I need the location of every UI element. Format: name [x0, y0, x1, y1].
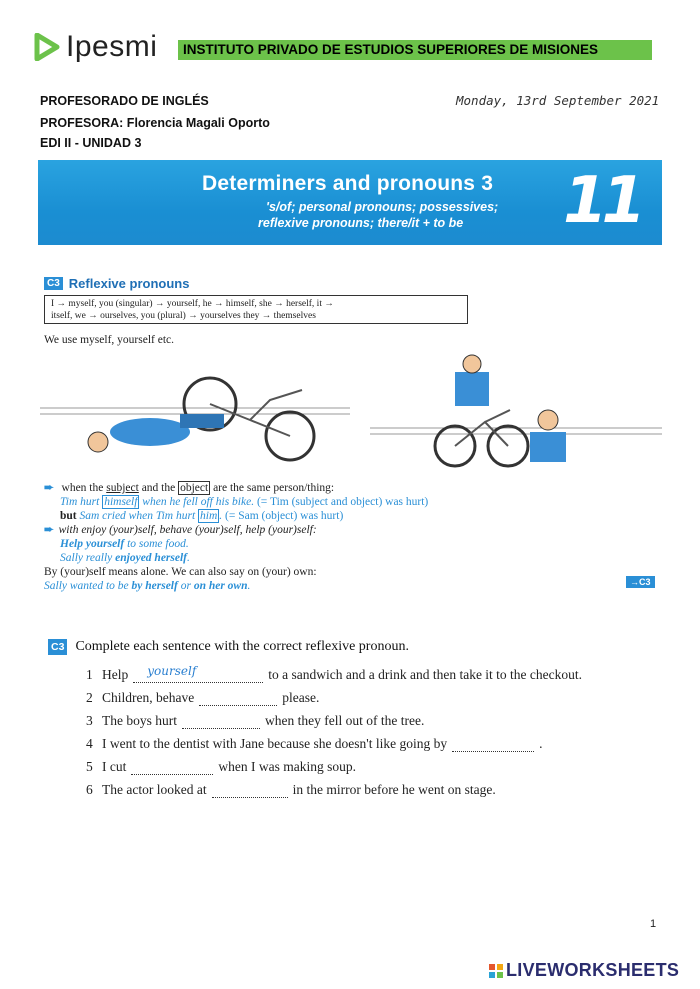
teacher-name: PROFESORA: Florencia Magali Oporto	[40, 116, 270, 130]
answer-blank[interactable]	[133, 664, 263, 683]
answer-blank[interactable]	[182, 715, 260, 729]
item-text-before: I cut	[102, 759, 127, 774]
item-text-after: please.	[282, 690, 320, 705]
pronoun-line-2: itself, we → ourselves, you (plural) → yourselves they → themselves	[51, 311, 316, 321]
exercise-list	[86, 662, 582, 800]
unit-banner	[38, 160, 662, 245]
section-badge: C3	[44, 277, 63, 290]
item-text-after: .	[539, 736, 543, 751]
item-text-before: I went to the dentist with Jane because she doesn't like going by	[102, 736, 448, 751]
item-text-before: Help	[102, 667, 129, 682]
item-number: 6	[86, 782, 93, 797]
play-logo-icon	[34, 33, 60, 61]
liveworksheets-logo	[489, 960, 679, 981]
exercise-heading	[48, 639, 409, 655]
example-line-4: Sally really enjoyed herself.	[60, 552, 190, 564]
item-text-after: when they fell out of the tree.	[265, 713, 425, 728]
exercise-item	[86, 662, 582, 685]
item-number: 1	[86, 667, 93, 682]
exercise-item	[86, 708, 582, 731]
rule-line-3: By (your)self means alone. We can also say on (your) own:	[44, 566, 317, 578]
unit-number: 11	[562, 164, 640, 238]
answer-blank[interactable]	[212, 784, 288, 798]
item-text-after: to a sandwich and a drink and then take it to the checkout.	[268, 667, 583, 682]
alone-block	[44, 565, 317, 593]
word-him: him	[200, 510, 218, 522]
item-text-before: Children, behave	[102, 690, 195, 705]
usage-line: We use myself, yourself etc.	[44, 334, 175, 346]
item-number: 2	[86, 690, 93, 705]
road-left	[40, 408, 350, 414]
pronoun-line-1: I → myself, you (singular) → yourself, he → himself, she → herself, it →	[51, 299, 334, 309]
exercise-instruction: Complete each sentence with the correct reflexive pronoun.	[75, 639, 409, 654]
example-line-1: Tim hurt himself when he fell off his bike. (= Tim (subject and object) was hurt)	[60, 496, 429, 508]
liveworksheets-icon	[489, 964, 503, 978]
item-text-before: The actor looked at	[102, 782, 207, 797]
banner-title: Determiners and pronouns 3	[202, 172, 494, 195]
exercise-item	[86, 777, 582, 800]
section-title: Reflexive pronouns	[68, 276, 190, 291]
unit-label: EDI II - UNIDAD 3	[40, 136, 142, 150]
answer-text: yourself	[147, 664, 197, 678]
item-number: 5	[86, 759, 93, 774]
exercise-item	[86, 754, 582, 777]
section-heading	[44, 276, 189, 291]
example-line-3: Help yourself to some food.	[60, 538, 189, 550]
word-subject: subject	[106, 482, 139, 494]
institution-banner: INSTITUTO PRIVADO DE ESTUDIOS SUPERIORES DE MISIONES	[178, 40, 652, 60]
banner-subtitle-1: 's/of; personal pronouns; possessives;	[266, 200, 499, 214]
pronoun-table	[44, 295, 468, 324]
exercise-badge: C3	[48, 639, 67, 655]
cross-reference-tag: →C3	[626, 576, 655, 588]
item-text-after: when I was making soup.	[218, 759, 356, 774]
exercise-item	[86, 685, 582, 708]
word-himself: himself	[104, 496, 138, 508]
example-line-2: but Sam cried when Tim hurt him . (= Sam (object) was hurt)	[60, 510, 344, 522]
item-number: 4	[86, 736, 93, 751]
exercise-item	[86, 731, 582, 754]
logo-text: Ipesmi	[66, 30, 158, 63]
item-text-before: The boys hurt	[102, 713, 177, 728]
item-number: 3	[86, 713, 93, 728]
date-text: Monday, 13rd September 2021	[456, 93, 660, 108]
rule-line-2: ➨ with enjoy (your)self, behave (your)self, help (your)self:	[44, 524, 317, 536]
tim-falling-figure	[88, 378, 314, 460]
answer-blank[interactable]	[199, 692, 277, 706]
word-object: object	[180, 482, 209, 494]
sam-riding-figure	[435, 355, 566, 466]
arrow-icon: ➨	[44, 482, 54, 494]
course-name: PROFESORADO DE INGLÉS	[40, 94, 209, 108]
item-text-after: in the mirror before he went on stage.	[292, 782, 496, 797]
answer-blank[interactable]	[452, 738, 534, 752]
answer-blank[interactable]	[131, 761, 213, 775]
bike-accident-illustration	[40, 350, 662, 476]
rule-line-1: ➨ when the subject and the object are the same person/thing:	[44, 482, 335, 494]
banner-subtitle-2: reflexive pronouns; there/it + to be	[258, 216, 464, 230]
liveworksheets-text: LIVEWORKSHEETS	[506, 960, 680, 980]
ipesmi-logo	[34, 30, 157, 64]
example-line-5: Sally wanted to be by herself or on her own.	[44, 580, 251, 592]
explanation-block	[44, 481, 428, 565]
page-number: 1	[650, 918, 657, 930]
arrow-icon: ➨	[44, 524, 54, 536]
